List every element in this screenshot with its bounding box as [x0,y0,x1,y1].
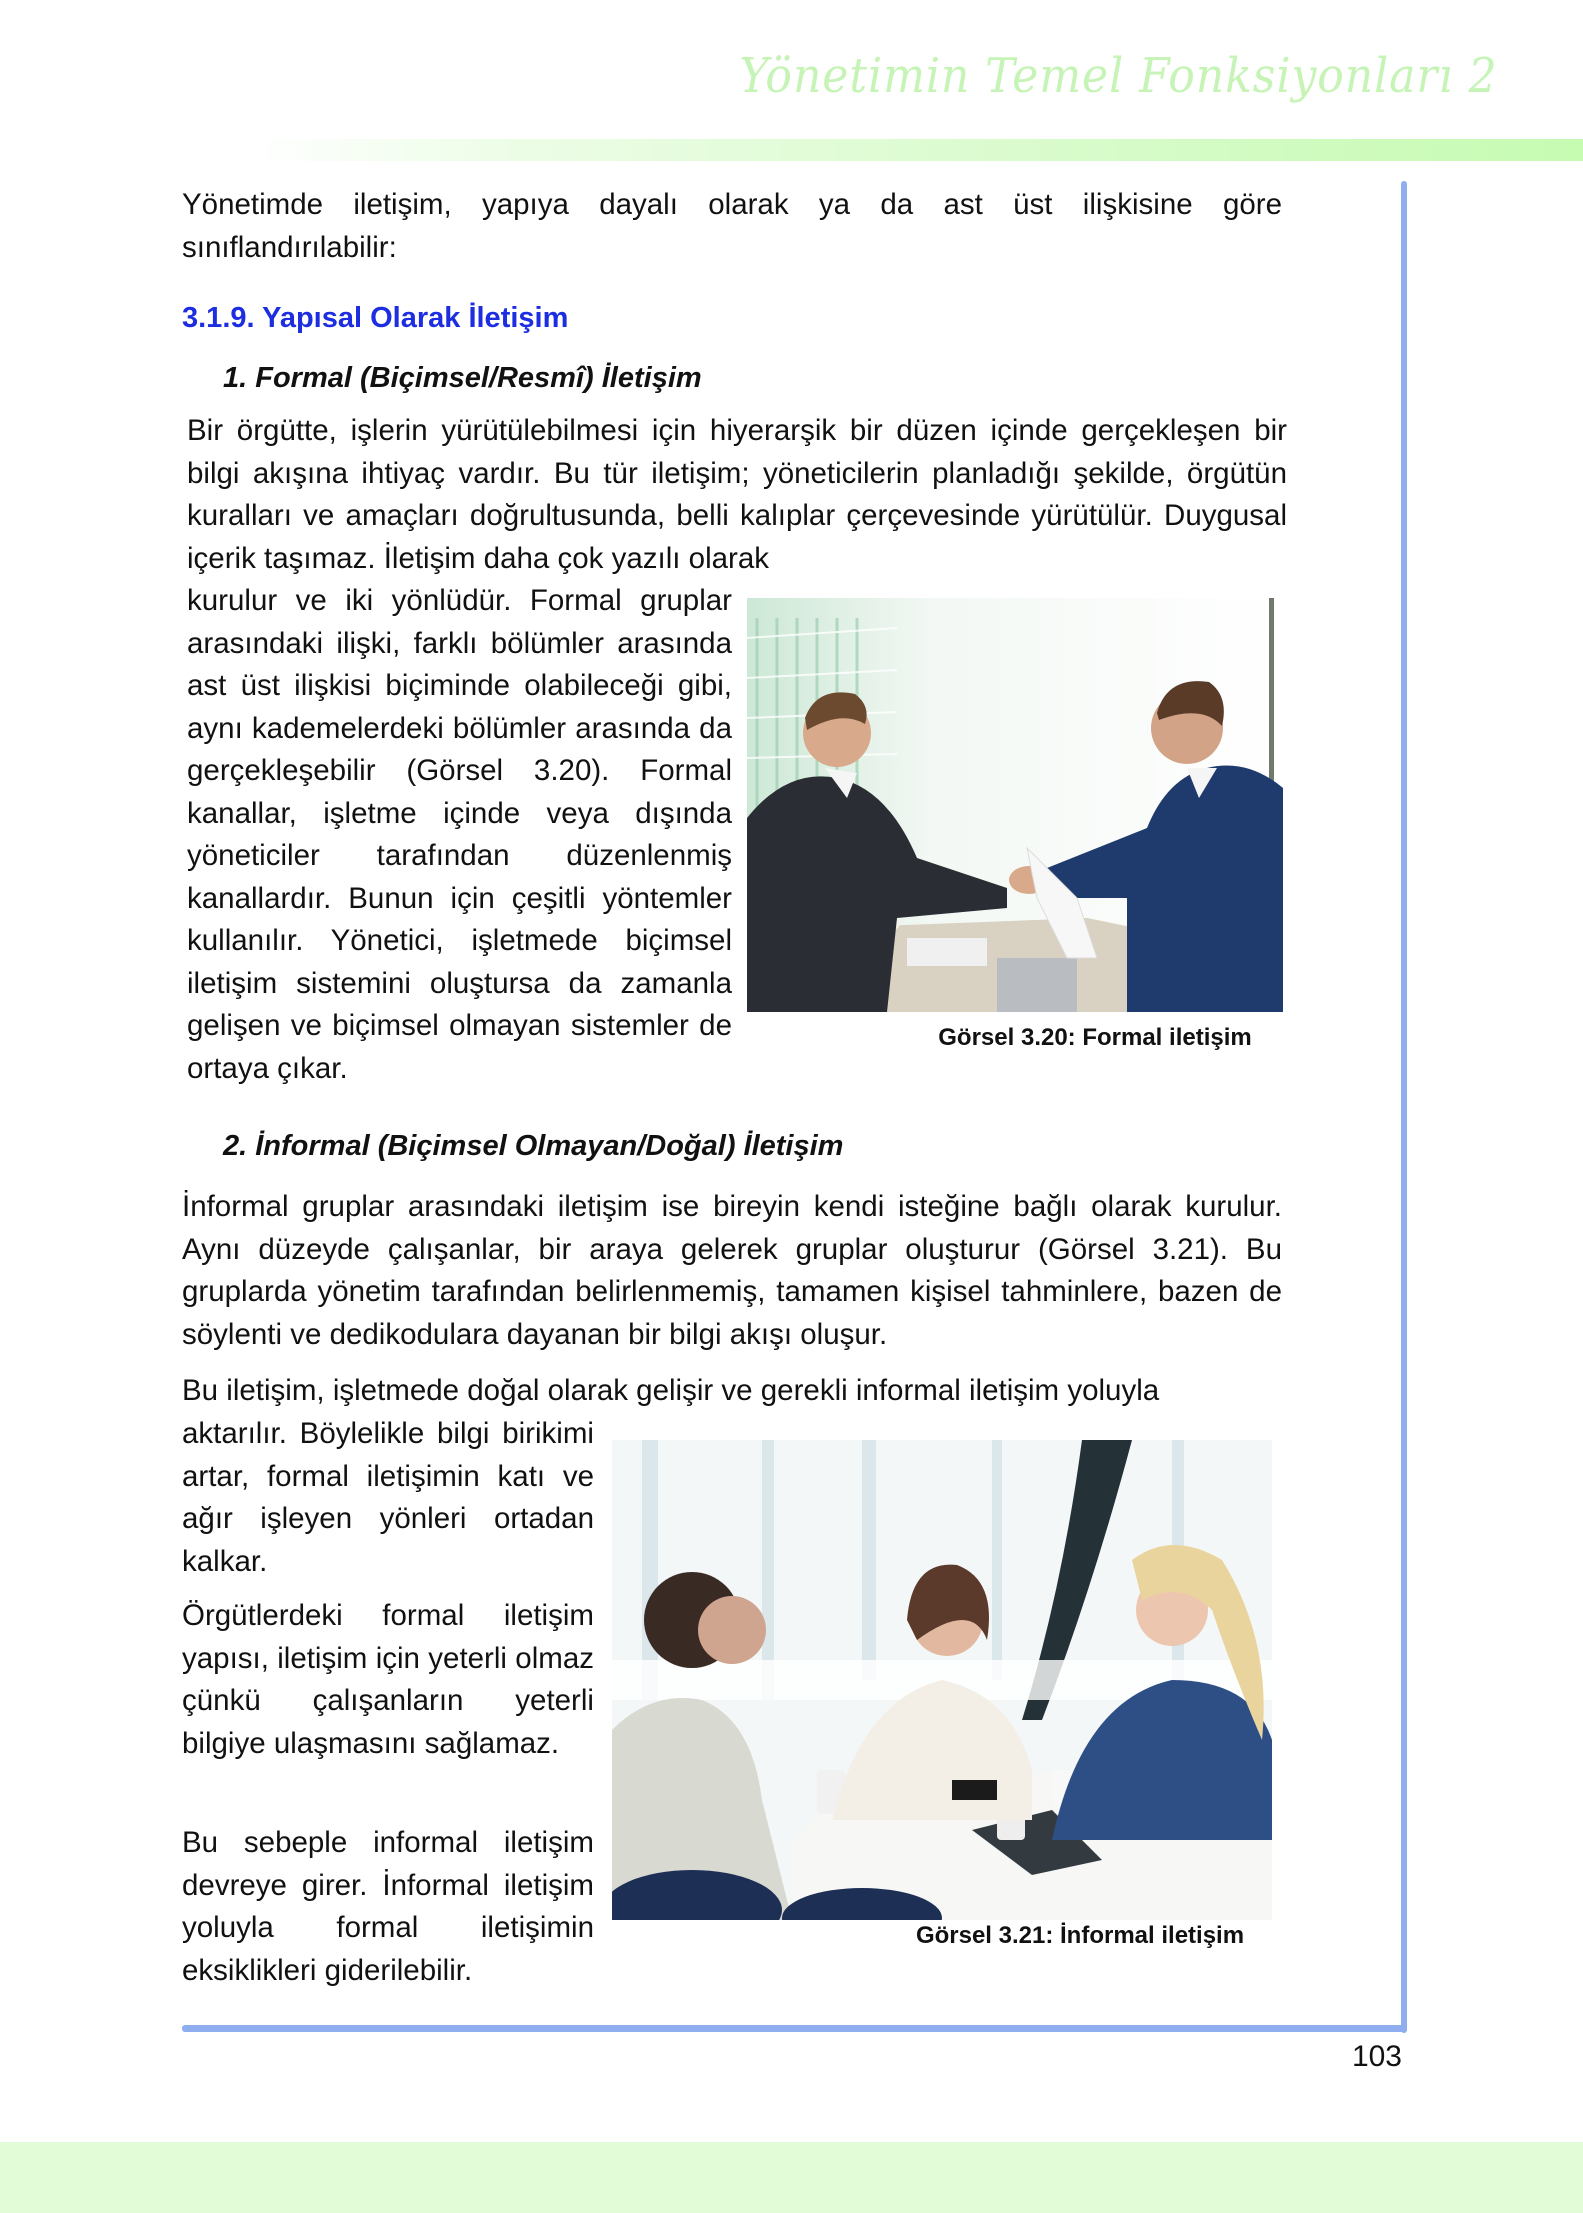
formal-paragraph-wrap: kurulur ve iki yönlüdür. Formal gruplar arasındaki ilişki, farklı bölümler arasında ast üst ilişkisi biçiminde olabileceği gibi, aynı kademelerdeki bölümler arasında da gerçekleşebilir (Görsel 3.20). Formal kanallar, işletme içinde veya dışında yöneticiler tarafından düzenlenmiş kanallardır. Bunun için çeşitli yöntemler kullanılır. Yönetici, işletmede biçimsel iletişim sistemini oluştursa da zamanla gelişen ve biçimsel olmayan sistemler de ortaya çıkar. [187,584,732,1085]
formal-paragraph-full: Bir örgütte, işlerin yürütülebilmesi için hiyerarşik bir düzen içinde gerçekleşen bir bilgi akışına ihtiyaç vardır. Bu tür iletişim; yöneticilerin planladığı şekilde, örgütün kuralları ve amaçları doğrultusunda, belli kalıplar çerçevesinde yürütülür. Duygusal içerik taşımaz. İletişim daha çok yazılı olarak [187,414,1287,575]
handshake-photo-icon [747,598,1283,1012]
figure-caption-informal: Görsel 3.21: İnformal iletişim [915,1922,1245,1949]
subsection-heading-informal: 2. İnformal (Biçimsel Olmayan/Doğal) İletişim [223,1130,844,1162]
informal-paragraph-2-wrap: aktarılır. Böylelikle bilgi birikimi artar, formal iletişimin katı ve ağır işleyen yönleri ortadan kalkar. [182,1417,594,1578]
footer-band [0,2142,1583,2213]
frame-bottom-border [182,2025,1407,2032]
running-title: Yönetimin Temel Fonksiyonları 2 [739,48,1498,104]
section-heading: 3.1.9. Yapısal Olarak İletişim [182,302,569,334]
intro-paragraph: Yönetimde iletişim, yapıya dayalı olarak ya da ast üst ilişkisine göre sınıflandırılabilir: [182,188,1282,264]
figure-formal-communication [747,598,1283,1012]
informal-paragraph-3: Örgütlerdeki formal iletişim yapısı, iletişim için yeterli olmaz çünkü çalışanların yeterli bilgiye ulaşmasını sağlamaz. [182,1599,594,1760]
frame-right-border [1401,181,1407,2033]
informal-paragraph-2-full: Bu iletişim, işletmede doğal olarak gelişir ve gerekli informal iletişim yoluyla [182,1374,1160,1407]
page-number: 103 [1351,2040,1402,2073]
informal-paragraph-4: Bu sebeple informal iletişim devreye girer. İnformal iletişim yoluyla formal iletişimin eksiklikleri giderilebilir. [182,1826,594,1987]
figure-caption-formal: Görsel 3.20: Formal iletişim [938,1024,1252,1051]
figure-informal-communication [612,1440,1272,1920]
informal-paragraph-1: İnformal gruplar arasındaki iletişim ise bireyin kendi isteğine bağlı olarak kurulur. Aynı düzeyde çalışanlar, bir araya gelerek gruplar oluşturur (Görsel 3.21). Bu gruplarda yönetim tarafından belirlenmemiş, tamamen kişisel tahminlere, bazen de söylenti ve dedikodulara dayanan bir bilgi akışı oluşur. [182,1190,1282,1351]
cafe-conversation-photo-icon [612,1440,1272,1920]
subsection-heading-formal: 1. Formal (Biçimsel/Resmî) İletişim [223,362,702,394]
header-gradient-bar [250,139,1583,161]
